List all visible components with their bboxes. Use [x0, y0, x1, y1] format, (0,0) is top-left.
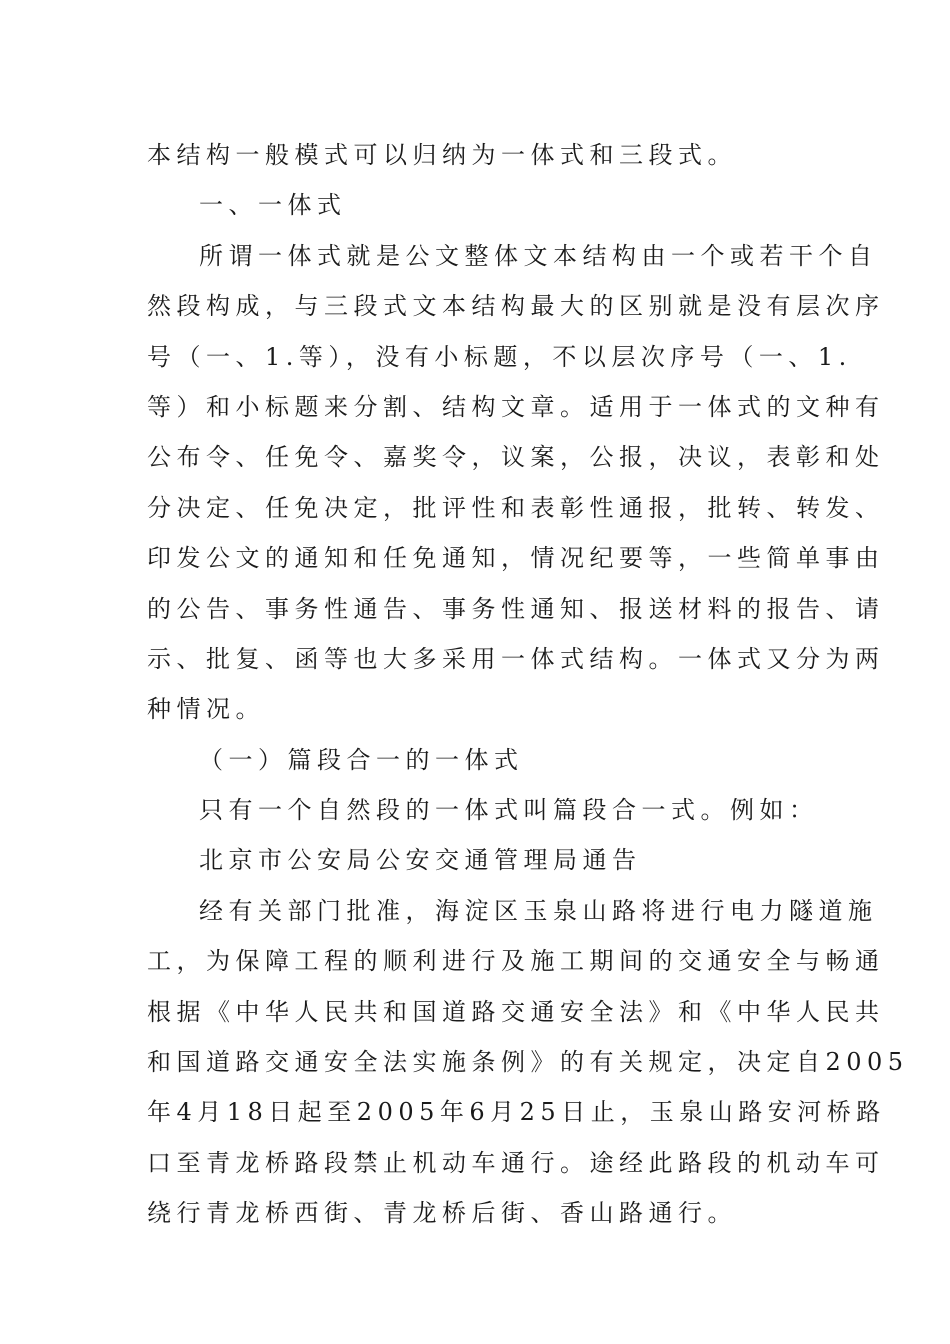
text-line: 示、批复、函等也大多采用一体式结构。一体式又分为两 — [147, 644, 885, 673]
notice-title: 北京市公安局公安交通管理局通告 — [199, 846, 642, 875]
text-line: 和国道路交通安全法实施条例》的有关规定，决定自2005 — [147, 1048, 909, 1077]
text-line: 口至青龙桥路段禁止机动车通行。途经此路段的机动车可 — [147, 1148, 885, 1177]
text-line: 印发公文的通知和任免通知，情况纪要等，一些简单事由 — [147, 544, 885, 573]
text-line: 号（一、1.等），没有小标题，不以层次序号（一、1. — [147, 342, 852, 371]
subsection-heading: （一）篇段合一的一体式 — [199, 745, 524, 774]
text-line: 种情况。 — [147, 695, 265, 724]
text-line: 工，为保障工程的顺利进行及施工期间的交通安全与畅通 — [147, 947, 885, 976]
text-line: 等）和小标题来分割、结构文章。适用于一体式的文种有 — [147, 392, 885, 421]
document-body — [147, 130, 909, 1239]
text-line: 经有关部门批准，海淀区玉泉山路将进行电力隧道施 — [199, 896, 878, 925]
text-line: 根据《中华人民共和国道路交通安全法》和《中华人民共 — [147, 997, 885, 1026]
text-line: 公布令、任免令、嘉奖令，议案，公报，决议，表彰和处 — [147, 443, 885, 472]
text-line: 然段构成，与三段式文本结构最大的区别就是没有层次序 — [147, 292, 885, 321]
text-line: 只有一个自然段的一体式叫篇段合一式。例如： — [199, 796, 819, 825]
text-line: 绕行青龙桥西街、青龙桥后街、香山路通行。 — [147, 1199, 737, 1228]
text-line: 年4月18日起至2005年6月25日止，玉泉山路安河桥路 — [147, 1098, 886, 1127]
text-line: 本结构一般模式可以归纳为一体式和三段式。 — [147, 141, 737, 169]
text-line: 所谓一体式就是公文整体文本结构由一个或若干个自 — [199, 241, 878, 270]
text-line: 分决定、任免决定，批评性和表彰性通报，批转、转发、 — [147, 493, 885, 522]
section-heading: 一、一体式 — [199, 191, 347, 220]
text-line: 的公告、事务性通告、事务性通知、报送材料的报告、请 — [147, 594, 885, 623]
